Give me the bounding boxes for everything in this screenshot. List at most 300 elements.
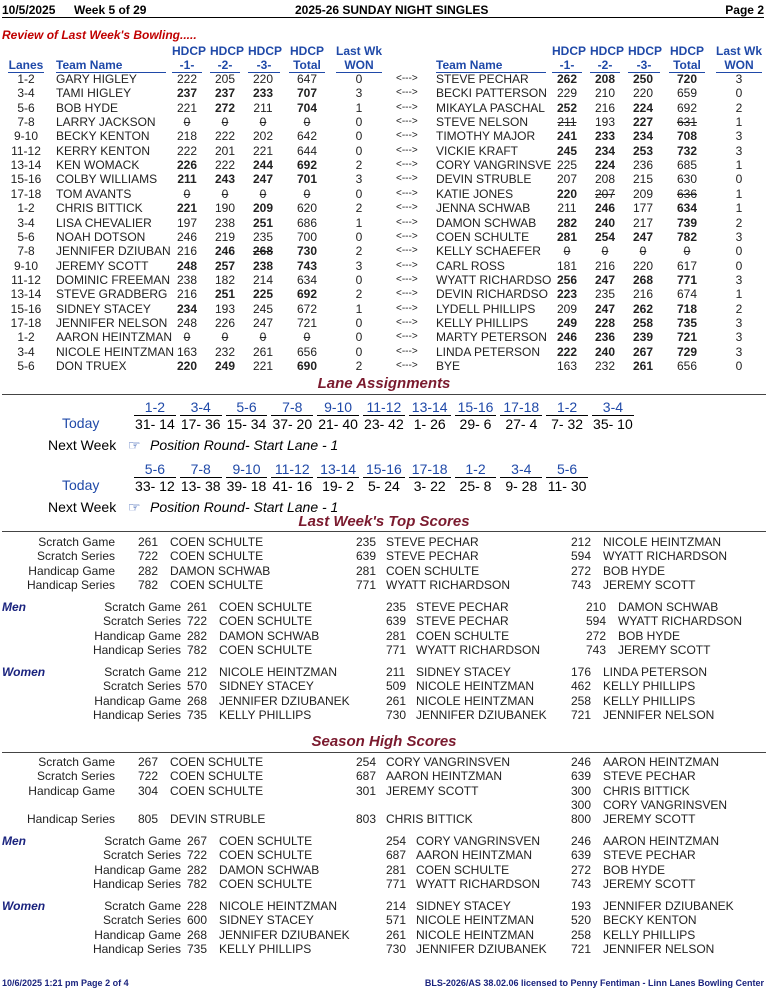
won-count-right: 1 <box>735 186 743 201</box>
game-score-right: 247 <box>594 272 616 287</box>
won-count-right: 2 <box>735 301 743 316</box>
col-g1-left: HDCP -1- <box>172 44 207 72</box>
score-bowler: JENNIFER DZIUBANEK <box>603 899 734 913</box>
match-row <box>0 230 768 244</box>
won-count-left: 2 <box>355 287 363 302</box>
match-row <box>0 72 768 86</box>
won-count-right: 1 <box>735 287 743 302</box>
game-score-right: 267 <box>632 344 654 359</box>
total-score-left: 690 <box>296 359 318 373</box>
lane-pair-lanes: 13-14 <box>317 461 359 478</box>
lane-number: 15-16 <box>10 172 42 187</box>
score-value: 261 <box>386 693 407 708</box>
bowler-name-right: TIMOTHY MAJOR <box>436 129 536 144</box>
won-count-right: 0 <box>735 244 743 259</box>
score-bowler: AARON HEINTZMAN <box>603 834 720 848</box>
score-bowler: COEN SCHULTE <box>386 563 480 578</box>
won-count-left: 0 <box>355 72 363 86</box>
game-score-right: 262 <box>632 301 654 316</box>
total-score-left: 730 <box>296 244 318 259</box>
game-score-right: 262 <box>556 72 578 86</box>
game-score-left: 238 <box>252 258 274 273</box>
score-bowler: CORY VANGRINSVEN <box>603 797 728 812</box>
game-score-right: 234 <box>594 143 616 158</box>
lane-pair <box>180 399 222 432</box>
game-score-left: 248 <box>176 258 198 273</box>
vs-arrow: <---> <box>396 345 418 357</box>
score-bowler: NICOLE HEINTZMAN <box>416 913 535 928</box>
header-week: Week 5 of 29 <box>74 3 147 17</box>
total-score-left: 634 <box>296 272 318 287</box>
score-bowler: COEN SCHULTE <box>170 577 264 592</box>
score-value: 743 <box>571 876 592 891</box>
total-score-right: 708 <box>676 129 698 144</box>
score-value: 258 <box>571 927 592 942</box>
bowler-name-left: BOB HYDE <box>56 100 119 115</box>
game-score-left: 226 <box>176 158 198 173</box>
score-bowler: LINDA PETERSON <box>603 665 708 679</box>
lane-pair <box>500 399 542 432</box>
total-score-right: 729 <box>676 344 698 359</box>
score-value: 281 <box>356 563 377 578</box>
game-score-left: 190 <box>214 201 236 216</box>
score-value: 235 <box>356 535 377 549</box>
total-score-left: 686 <box>296 215 318 230</box>
lane-number: 5-6 <box>17 100 35 115</box>
lane-pair-bowlers: 1- 26 <box>413 416 446 432</box>
game-score-left: 221 <box>176 201 198 216</box>
won-count-right: 1 <box>735 201 743 216</box>
score-bowler: NICOLE HEINTZMAN <box>416 679 535 694</box>
game-score-left: 193 <box>214 301 236 316</box>
game-score-left: 234 <box>176 301 198 316</box>
game-score-right: 250 <box>632 72 654 86</box>
score-value: 282 <box>138 563 159 578</box>
total-score-left: 0 <box>303 186 311 201</box>
won-count-right: 2 <box>735 215 743 230</box>
score-bowler: AARON HEINTZMAN <box>416 848 533 863</box>
game-score-right: 268 <box>632 272 654 287</box>
game-score-right: 216 <box>632 287 654 302</box>
game-score-left: 272 <box>214 100 236 115</box>
game-score-left: 214 <box>252 272 274 287</box>
vs-arrow: <---> <box>396 202 418 214</box>
won-count-left: 0 <box>355 115 363 130</box>
col-total-right: HDCP Total <box>669 44 704 72</box>
lane-pair-bowlers: 5- 24 <box>367 478 400 494</box>
vs-arrow: <---> <box>396 159 418 171</box>
game-score-left: 245 <box>252 301 274 316</box>
game-score-left: 251 <box>252 215 274 230</box>
won-count-left: 1 <box>355 301 363 316</box>
score-bowler: COEN SCHULTE <box>219 642 313 657</box>
match-row <box>0 201 768 215</box>
score-category: Scratch Series <box>36 769 115 784</box>
score-bowler: COEN SCHULTE <box>170 549 264 564</box>
today-label: Today <box>62 415 100 431</box>
bowler-name-right: JENNA SCHWAB <box>436 201 531 216</box>
bowler-name-left: SIDNEY STACEY <box>56 301 151 316</box>
game-score-right: 215 <box>632 172 654 187</box>
game-score-left: 237 <box>214 86 236 101</box>
score-bowler: STEVE PECHAR <box>386 549 479 564</box>
lane-number: 1-2 <box>17 201 35 216</box>
start-lane-note: Position Round- Start Lane - 1 <box>150 437 339 453</box>
won-count-left: 3 <box>355 172 363 187</box>
bowler-name-left: DON TRUEX <box>56 359 127 373</box>
score-category: Handicap Series <box>26 577 115 592</box>
game-score-left: 233 <box>252 86 274 101</box>
game-score-right: 208 <box>594 72 616 86</box>
women-label: Women <box>2 899 46 913</box>
match-row <box>0 158 768 172</box>
lane-pair <box>409 399 451 432</box>
lane-pair <box>455 399 497 432</box>
lane-pair <box>500 461 542 494</box>
score-value: 639 <box>356 549 377 564</box>
divider <box>2 531 766 532</box>
score-value: 639 <box>571 848 592 863</box>
score-bowler: KELLY PHILLIPS <box>603 679 696 694</box>
bowler-name-left: NOAH DOTSON <box>56 229 146 244</box>
score-value: 300 <box>571 797 592 812</box>
total-score-left: 620 <box>296 201 318 216</box>
score-bowler: BOB HYDE <box>603 862 666 877</box>
score-bowler: JENNIFER DZIUBANEK <box>416 707 547 722</box>
game-score-left: 257 <box>214 258 236 273</box>
footer-timestamp: 10/6/2025 1:21 pm Page 2 of 4 <box>2 978 129 988</box>
score-bowler: NICOLE HEINTZMAN <box>219 665 338 679</box>
bowler-name-right: VICKIE KRAFT <box>436 143 519 158</box>
bowler-name-left: NICOLE HEINTZMAN <box>56 344 175 359</box>
score-bowler: AARON HEINTZMAN <box>386 769 503 784</box>
game-score-left: 232 <box>214 344 236 359</box>
total-score-left: 656 <box>296 344 318 359</box>
lane-number: 1-2 <box>17 72 35 86</box>
lane-pair-lanes: 3-4 <box>592 399 634 416</box>
total-score-left: 700 <box>296 229 318 244</box>
lane-pair-lanes: 15-16 <box>363 461 405 478</box>
total-score-left: 692 <box>296 287 318 302</box>
game-score-right: 246 <box>594 201 616 216</box>
game-score-right: 239 <box>632 330 654 345</box>
game-score-right: 241 <box>556 129 578 144</box>
score-bowler: SIDNEY STACEY <box>219 679 314 694</box>
won-count-right: 3 <box>735 229 743 244</box>
bowler-name-right: BYE <box>436 359 461 373</box>
game-score-left: 0 <box>221 330 229 345</box>
score-value: 246 <box>571 755 592 769</box>
won-count-right: 0 <box>735 172 743 187</box>
game-score-right: 207 <box>556 172 578 187</box>
score-value: 304 <box>138 783 159 798</box>
game-score-left: 182 <box>214 272 236 287</box>
score-value: 722 <box>138 769 159 784</box>
won-count-right: 3 <box>735 143 743 158</box>
score-value: 509 <box>386 679 407 694</box>
game-score-right: 229 <box>556 86 578 101</box>
score-category: Handicap Series <box>26 812 115 827</box>
lane-number: 17-18 <box>10 315 42 330</box>
score-bowler: NICOLE HEINTZMAN <box>416 927 535 942</box>
score-value: 246 <box>571 834 592 848</box>
game-score-left: 0 <box>259 186 267 201</box>
lane-pair <box>226 399 268 432</box>
score-bowler: BECKY KENTON <box>603 913 697 928</box>
bowler-name-left: STEVE GRADBERG <box>56 287 168 302</box>
lane-pair <box>271 399 313 432</box>
match-row <box>0 244 768 258</box>
score-value: 771 <box>386 642 407 657</box>
score-bowler: JENNIFER NELSON <box>603 707 715 722</box>
game-score-right: 261 <box>632 359 654 373</box>
lane-pair-bowlers: 29- 6 <box>459 416 492 432</box>
score-bowler: COEN SCHULTE <box>170 535 264 549</box>
score-bowler: JEREMY SCOTT <box>603 812 696 827</box>
score-bowler: NICOLE HEINTZMAN <box>219 899 338 913</box>
lane-pair-lanes: 13-14 <box>409 399 451 416</box>
match-row <box>0 172 768 186</box>
game-score-right: 225 <box>556 158 578 173</box>
won-count-left: 0 <box>355 143 363 158</box>
score-category: Scratch Series <box>102 913 181 928</box>
bowler-name-right: WYATT RICHARDSO <box>436 272 552 287</box>
score-value: 722 <box>187 614 208 629</box>
game-score-left: 249 <box>214 359 236 373</box>
vs-arrow: <---> <box>396 316 418 328</box>
lane-pair-bowlers: 7- 32 <box>551 416 584 432</box>
lane-pair-lanes: 17-18 <box>409 461 451 478</box>
total-score-left: 0 <box>303 330 311 345</box>
match-row <box>0 359 768 373</box>
match-row <box>0 273 768 287</box>
lane-pair <box>180 461 222 494</box>
game-score-left: 222 <box>214 129 236 144</box>
score-bowler: AARON HEINTZMAN <box>603 755 720 769</box>
score-value: 272 <box>571 862 592 877</box>
bowler-name-right: KATIE JONES <box>436 186 514 201</box>
col-g3-left: HDCP -3- <box>248 44 283 72</box>
score-bowler: COEN SCHULTE <box>219 614 313 629</box>
lane-pair-lanes: 11-12 <box>363 399 405 416</box>
lane-number: 3-4 <box>17 344 35 359</box>
game-score-right: 247 <box>594 301 616 316</box>
won-count-right: 3 <box>735 330 743 345</box>
lane-pair-lanes: 17-18 <box>500 399 542 416</box>
score-value: 520 <box>571 913 592 928</box>
bowler-name-left: BECKY KENTON <box>56 129 150 144</box>
lane-pair <box>363 399 405 432</box>
match-row <box>0 115 768 129</box>
bowler-name-left: GARY HIGLEY <box>56 72 137 86</box>
men-label: Men <box>2 600 26 614</box>
divider <box>2 752 766 753</box>
game-score-right: 232 <box>594 359 616 373</box>
total-score-left: 642 <box>296 129 318 144</box>
game-score-right: 0 <box>639 244 647 259</box>
lane-pair <box>546 399 588 432</box>
lane-number: 13-14 <box>10 287 42 302</box>
game-score-right: 207 <box>594 186 616 201</box>
score-bowler: COEN SCHULTE <box>170 769 264 784</box>
vs-arrow: <---> <box>396 331 418 343</box>
bowler-name-right: COEN SCHULTE <box>436 229 530 244</box>
score-category: Handicap Game <box>28 783 115 798</box>
game-score-left: 0 <box>183 330 191 345</box>
game-score-left: 220 <box>176 359 198 373</box>
bowler-name-right: KELLY SCHAEFER <box>436 244 541 259</box>
bowler-name-left: JEREMY SCOTT <box>56 258 149 273</box>
total-score-right: 634 <box>676 201 698 216</box>
won-count-left: 1 <box>355 100 363 115</box>
total-score-left: 701 <box>296 172 318 187</box>
score-bowler: DAMON SCHWAB <box>170 563 271 578</box>
score-value: 721 <box>571 941 592 956</box>
start-lane-note: Position Round- Start Lane - 1 <box>150 499 339 515</box>
bowler-name-right: DEVIN STRUBLE <box>436 172 532 187</box>
game-score-left: 226 <box>214 315 236 330</box>
bowler-name-left: KERRY KENTON <box>56 143 151 158</box>
won-count-right: 3 <box>735 315 743 330</box>
game-score-right: 193 <box>594 115 616 130</box>
lane-pair <box>134 461 176 494</box>
divider <box>2 394 766 395</box>
bowler-name-right: LYDELL PHILLIPS <box>436 301 536 316</box>
score-value: 176 <box>571 665 592 679</box>
score-bowler: STEVE PECHAR <box>416 600 509 614</box>
score-value: 228 <box>187 899 208 913</box>
lane-number: 11-12 <box>11 143 41 158</box>
game-score-left: 221 <box>176 100 198 115</box>
score-value: 281 <box>386 862 407 877</box>
game-score-left: 246 <box>176 229 198 244</box>
score-value: 272 <box>571 563 592 578</box>
bowler-name-left: COLBY WILLIAMS <box>56 172 158 187</box>
score-category: Scratch Series <box>102 679 181 694</box>
total-score-right: 636 <box>676 186 698 201</box>
col-won-right: Last Wk WON <box>716 44 763 72</box>
game-score-right: 240 <box>594 215 616 230</box>
won-count-right: 3 <box>735 272 743 287</box>
game-score-left: 209 <box>252 201 274 216</box>
score-bowler: SIDNEY STACEY <box>416 899 511 913</box>
score-bowler: JEREMY SCOTT <box>603 876 696 891</box>
won-count-left: 0 <box>355 272 363 287</box>
lane-pair-lanes: 1-2 <box>546 399 588 416</box>
bowler-name-right: LINDA PETERSON <box>436 344 541 359</box>
game-score-right: 236 <box>632 158 654 173</box>
score-value: 735 <box>187 941 208 956</box>
score-value: 687 <box>386 848 407 863</box>
score-value: 281 <box>386 628 407 643</box>
score-category: Handicap Game <box>94 862 181 877</box>
game-score-right: 252 <box>556 100 578 115</box>
match-row <box>0 345 768 359</box>
lane-pair <box>317 399 359 432</box>
game-score-left: 201 <box>214 143 236 158</box>
bowler-name-left: TAMI HIGLEY <box>56 86 132 101</box>
score-bowler: KELLY PHILLIPS <box>603 693 696 708</box>
match-row <box>0 187 768 201</box>
game-score-left: 0 <box>221 115 229 130</box>
score-bowler: JEREMY SCOTT <box>618 642 711 657</box>
score-bowler: KELLY PHILLIPS <box>603 927 696 942</box>
vs-arrow: <---> <box>396 144 418 156</box>
score-value: 639 <box>386 614 407 629</box>
game-score-right: 227 <box>632 115 654 130</box>
page-header <box>2 1 764 18</box>
review-title: Review of Last Week's Bowling..... <box>2 28 197 42</box>
lane-pair-lanes: 5-6 <box>134 461 176 478</box>
score-value: 594 <box>586 614 607 629</box>
score-value: 735 <box>187 707 208 722</box>
lane-pair-lanes: 9-10 <box>317 399 359 416</box>
bowler-name-left: LISA CHEVALIER <box>56 215 152 230</box>
bowler-name-right: DAMON SCHWAB <box>436 215 537 230</box>
game-score-right: 224 <box>594 158 616 173</box>
header-league: 2025-26 SUNDAY NIGHT SINGLES <box>295 3 489 17</box>
score-bowler: COEN SCHULTE <box>219 848 313 863</box>
women-label: Women <box>2 665 46 679</box>
game-score-left: 0 <box>259 115 267 130</box>
lane-pair-bowlers: 41- 16 <box>272 478 313 494</box>
total-score-right: 0 <box>683 244 691 259</box>
total-score-right: 721 <box>676 330 698 345</box>
total-score-right: 659 <box>676 86 698 101</box>
score-value: 282 <box>187 628 208 643</box>
score-value: 743 <box>586 642 607 657</box>
total-score-right: 735 <box>676 315 698 330</box>
score-value: 462 <box>571 679 592 694</box>
score-value: 571 <box>386 913 407 928</box>
game-score-left: 243 <box>214 172 236 187</box>
score-bowler: JEREMY SCOTT <box>386 783 479 798</box>
lane-pair-lanes: 1-2 <box>134 399 176 416</box>
bowler-name-right: MIKAYLA PASCHAL <box>436 100 545 115</box>
lane-pair <box>546 461 588 494</box>
game-score-left: 247 <box>252 172 274 187</box>
lane-pair <box>455 461 497 494</box>
total-score-right: 739 <box>676 215 698 230</box>
score-bowler: CORY VANGRINSVEN <box>386 755 511 769</box>
match-row <box>0 216 768 230</box>
score-value: 771 <box>386 876 407 891</box>
score-value: 301 <box>356 783 377 798</box>
vs-arrow: <---> <box>396 187 418 199</box>
bowler-name-right: CORY VANGRINSVE <box>436 158 552 173</box>
game-score-right: 209 <box>556 301 578 316</box>
game-score-right: 177 <box>632 201 654 216</box>
vs-arrow: <---> <box>396 288 418 300</box>
score-value: 600 <box>187 913 208 928</box>
game-score-right: 181 <box>556 258 578 273</box>
game-score-right: 163 <box>556 359 578 373</box>
lane-pair-lanes: 5-6 <box>226 399 268 416</box>
game-score-left: 248 <box>176 315 198 330</box>
game-score-right: 220 <box>632 86 654 101</box>
lane-pair-bowlers: 37- 20 <box>272 416 313 432</box>
score-value: 743 <box>571 577 592 592</box>
bowler-name-left: CHRIS BITTICK <box>56 201 143 216</box>
total-score-right: 771 <box>676 272 698 287</box>
game-score-left: 221 <box>252 143 274 158</box>
score-value: 722 <box>138 549 159 564</box>
total-score-right: 782 <box>676 229 698 244</box>
score-value: 782 <box>187 642 208 657</box>
game-score-right: 209 <box>632 186 654 201</box>
score-category: Scratch Series <box>102 614 181 629</box>
score-value: 261 <box>138 535 159 549</box>
